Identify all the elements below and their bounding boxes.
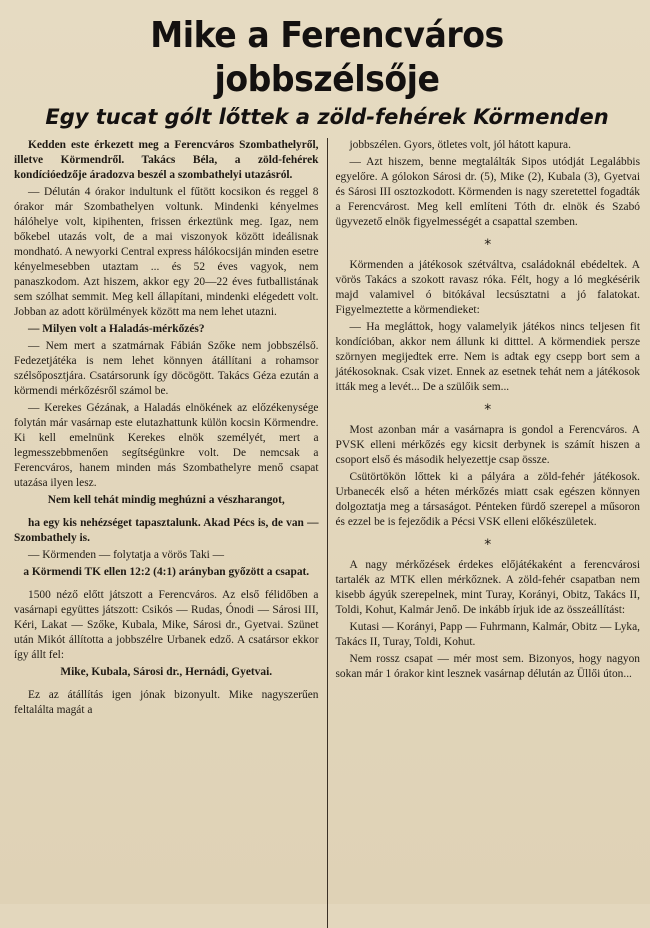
section-divider-star: * [484,237,492,253]
paragraph: Körmenden a játékosok szétváltva, családoknál ebédeltek. A vörös Takács a szokott ravasz róka. Félt, hogy a ló megkésérik majd valamivel ó bitókával lecsúsztatni a jó falatokat. Figyelmeztette a körmendieket: [335,259,640,316]
paragraph: Nem kell tehát mindig meghúzni a vészharangot, [47,494,285,506]
paragraph: Most azonban már a vasárnapra is gondol a Ferencváros. A PVSK elleni mérkőzés egy kicsit derbynek is számít hiszen a csoport első és második helyezettje csap össze. [335,424,640,466]
paragraph: — Milyen volt a Haladás-mérkőzés? [28,323,205,335]
paragraph: — Délután 4 órakor indultunk el fűtött kocsikon és reggel 8 órakor már Szombathelyen voltunk. Mindenki kényelmes hálóhelye volt, kipihenten, frissen érkeztünk meg. Igaz, nem bőkebel utazás volt, de a mai viszonyok között ideálisnak mondható. A newyorki Central express hálókocsiján minden esetre kényelmesebben utaztam ... és 52 éves vagyok, nem panaszkodom. Azt hiszem, akkor egy 20—22 éves futballistának sem szólhat semmit. Meg kell állapítani, mindenki elégedett volt. Jobban az adott körülmények között ma nem lehet utazni. [14,186,319,318]
paragraph: Mike, Kubala, Sárosi dr., Hernádi, Gyetvai. [60,666,273,678]
paragraph: Ez az átállítás igen jónak bizonyult. Mike nagyszerűen feltalálta magát a [14,689,319,716]
section-divider-star: * [484,402,492,418]
paragraph: a Körmendi TK ellen 12:2 (4:1) arányban győzött a csapat. [23,566,310,578]
article-columns [14,138,640,928]
paragraph: — Azt hiszem, benne megtalálták Sipos utódját Legalábbis egyelőre. A gólokon Sárosi dr. (5), Mike (2), Kubala (3), Gyetvai és Sárosi III osztozkodott. Körmenden is nagy szeretettel fogadták a Ferencvárost. Meg kell említeni Tóth dr. elnök és Szabó ügyvezető elnök figyelmességét a csapattal szemben. [335,156,640,228]
subheadline: Egy tucat gólt lőttek a zöld-fehérek Körmenden [45,105,609,129]
paragraph: — Körmenden — folytatja a vörös Taki — [28,549,225,561]
right-column [328,138,641,682]
paragraph: 1500 néző előtt játszott a Ferencváros. Az első félidőben a vasárnapi együttes játszott: Csikós — Rudas, Ónodi — Sárosi III, Kéri, Lakat — Szőke, Kubala, Mike, Sárosi dr., Gyetvai. Szünet után Mikót állította a jobbszélre Urbanek edző. A csatársor ekkor így állt fel: [14,589,319,661]
paragraph: A nagy mérkőzések érdekes előjátékaként a ferencvárosi tartalék az MTK ellen mérkőznek. A zöld-fehér csapatban nem kisebb ágyúk szerepelnek, mint Turay, Korányi, Obitz, Takács II, Toldi, Kohut, Kalmár Jenő. De inkább írjuk ide az összeállítást: [335,559,640,616]
paragraph: jobbszélen. Gyors, ötletes volt, jól hátott kapura. [349,139,571,151]
paragraph: Kedden este érkezett meg a Ferencváros Szombathelyről, illetve Körmendről. Takács Béla, a zöld-fehérek kondícióedzője áradozva beszél a szombathelyi utazásról. [14,139,319,181]
headline: Mike a Ferencváros jobbszélsője [150,15,504,100]
paragraph: Csütörtökön lőttek ki a pályára a zöld-fehér játékosok. Urbanecék első a héten mérkőzés miatt csak egészen könnyen dolgoztatja meg a társaságot. Pénteken fürdő szerepel a műsoron és ezzel be is fejeződik a Pécsi VSK elleni előkészületek. [335,471,640,528]
section-divider-star: * [484,537,492,553]
paragraph: — Nem mert a szatmárnak Fábián Szőke nem jobbszélső. Fedezetjátéka is nem lehet könnyen átállítani a rohamsor szélsőposztjára. Csatársorunk így döcögött. Takács Géza ezután a körmendi mérkőzésről számol be. [14,340,319,397]
paragraph: Kutasi — Korányi, Papp — Fuhrmann, Kalmár, Obitz — Lyka, Takács II, Turay, Toldi, Kohut. [335,621,640,648]
paragraph: Nem rossz csapat — mér most sem. Bizonyos, hogy nagyon sokan már 1 órakor kint lesznek vasárnap délután az Üllői úton... [335,653,640,680]
paragraph: — Kerekes Gézának, a Haladás elnökének az előzékenysége folytán már vasárnap este elutazhattunk külön kocsin Körmendre. Ki kell emelnünk Kerekes elnök személyét, mert a legmesszebbmenően segítségünkre volt. De nemcsak a Ferencváros, hanem minden más Szombathelyre menő csapat utazása ilyen lesz. [14,402,319,489]
paragraph: ha egy kis nehézséget tapasztalunk. Akad Pécs is, de van — Szombathely is. [14,517,319,544]
left-column [14,138,327,718]
paragraph: — Ha megláttok, hogy valamelyik játékos nincs teljesen fit kondícióban, akkor nem állunk ki ditttel. A körmendiek persze szörnyen megijedtek erre. Nem is adtak egy csepp bort sem a játékosoknak. Csak vizet. Ennek az esetnek tehát nem a játékosok itták meg a levét... De a szülőik sem... [335,321,640,393]
